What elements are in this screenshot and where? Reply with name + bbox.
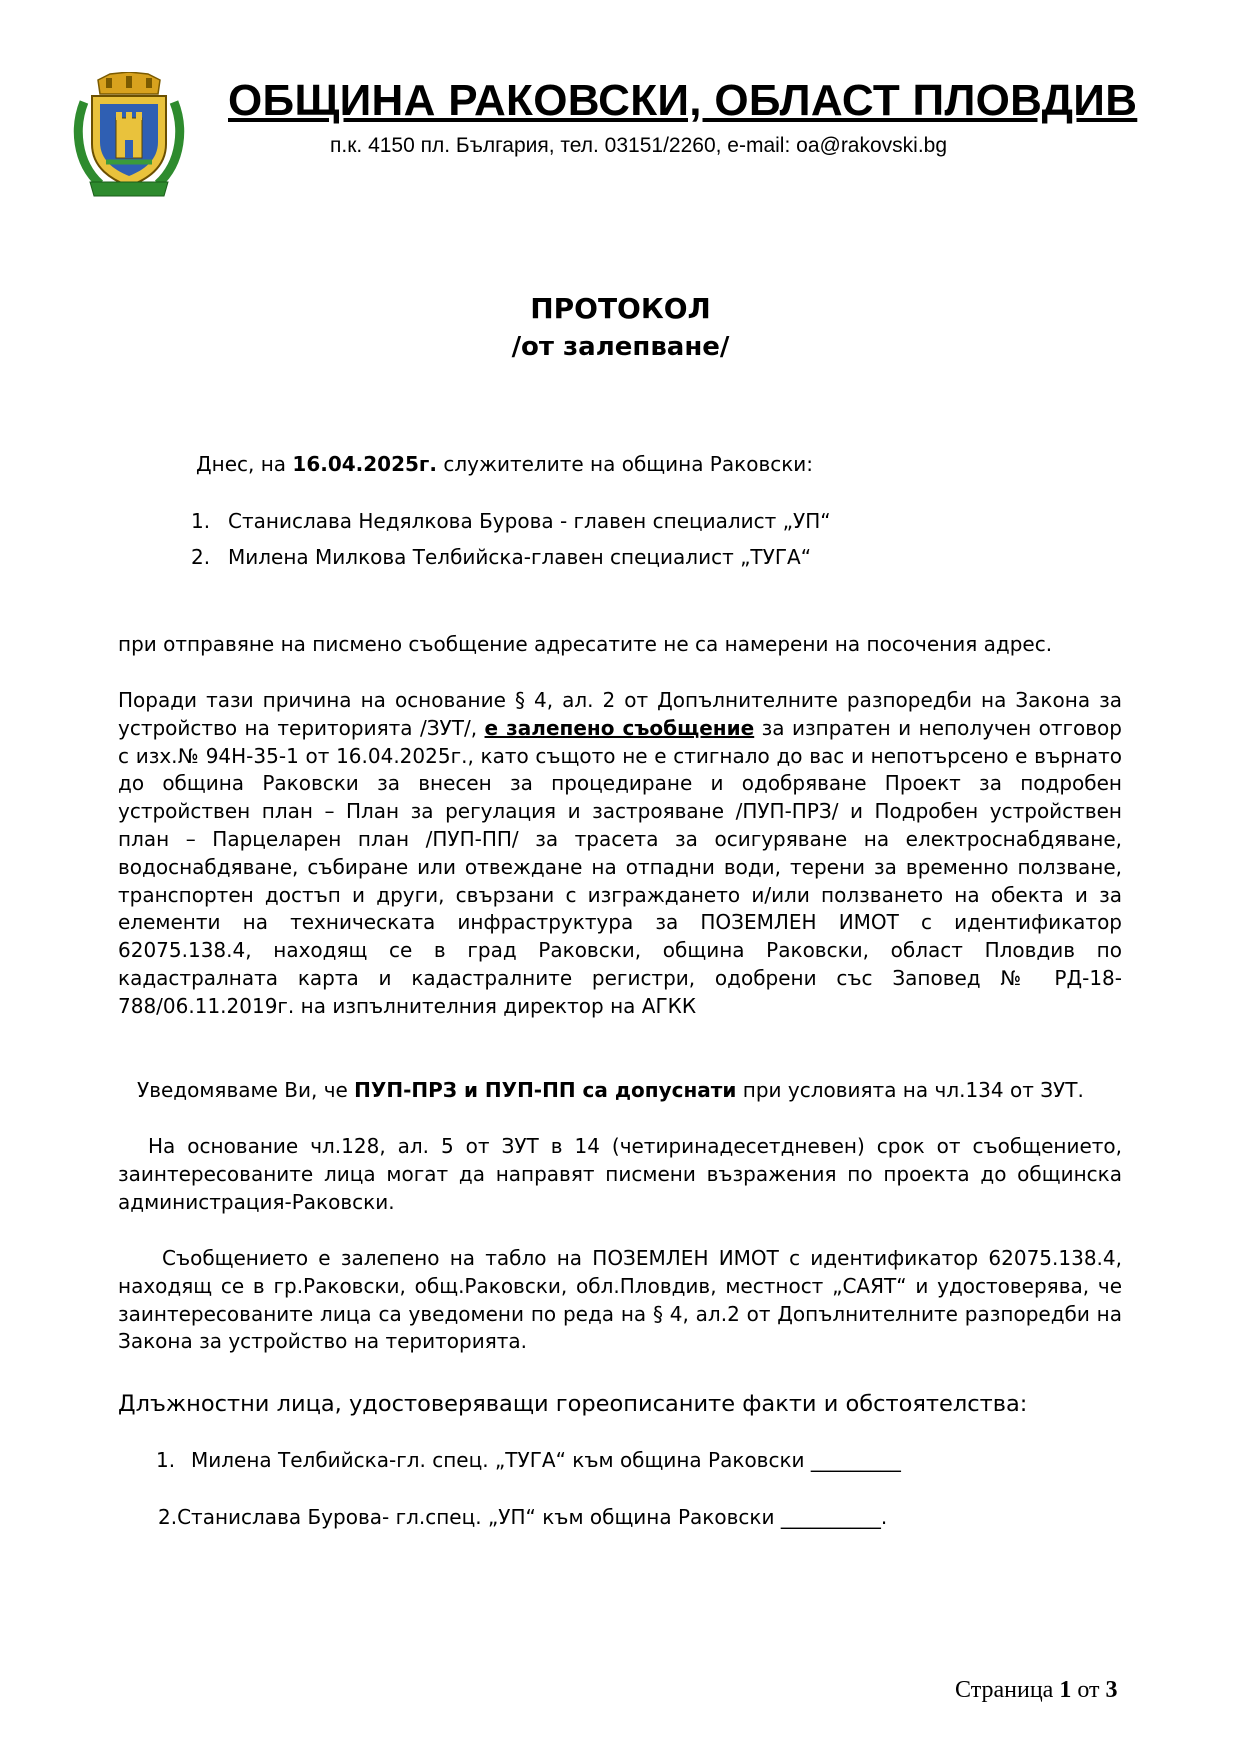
employee-item bbox=[191, 509, 831, 533]
signature-line-2: 2.Станислава Бурова- гл.спец. „УП“ към община Раковски __________. bbox=[158, 1505, 888, 1529]
document-subtitle: /от залепване/ bbox=[511, 332, 730, 362]
municipality-coat-of-arms bbox=[70, 72, 188, 202]
page-total: 3 bbox=[1105, 1677, 1118, 1703]
employee-number: 1. bbox=[191, 509, 211, 533]
para2-highlight: е залепено съобщение bbox=[484, 715, 755, 740]
document-title: ПРОТОКОЛ bbox=[530, 292, 711, 325]
intro-line bbox=[196, 452, 813, 476]
signature-text: Милена Телбийска-гл. спец. „ТУГА“ към община Раковски _________ bbox=[191, 1448, 901, 1472]
paragraph-notification bbox=[137, 1078, 1084, 1102]
page-current: 1 bbox=[1059, 1677, 1072, 1703]
employee-item bbox=[191, 545, 812, 569]
page-number-footer bbox=[955, 1677, 1117, 1704]
para3-highlight: ПУП-ПРЗ и ПУП-ПП са допуснати bbox=[354, 1078, 737, 1102]
paragraph-posted: Съобщението е залепено на табло на ПОЗЕМЛЕН ИМОТ с идентификатор 62075.138.4, находящ се в гр.Раковски, общ.Раковски, обл.Пловдив, местност „САЯТ“ и удостоверява, че заинтересованите лица са уведомени по реда на § 4, ал.2 от Допълнителните разпоредби на Закона за устройство на територията. bbox=[118, 1246, 1122, 1354]
intro-prefix: Днес, на bbox=[196, 452, 293, 476]
intro-date: 16.04.2025г. bbox=[292, 452, 437, 476]
signature-line-1 bbox=[156, 1448, 901, 1472]
paragraph-legal-basis bbox=[118, 687, 1122, 1021]
page-label: Страница bbox=[955, 1677, 1060, 1703]
para3-text-b: при условията на чл.134 от ЗУТ. bbox=[736, 1078, 1084, 1102]
para2-text-a: Поради тази причина на основание § 4, ал. 2 от Допълнителните разпоредби на Закона за устройство на територията /ЗУТ/, bbox=[118, 688, 1122, 740]
para2-text-b: за изпратен и неполучен отговор с изх.№ 94Н-35-1 от 16.04.2025г., като същото не е стигнало до вас и непотърсено е върнато до община Раковски за внесен за процедиране и одобряване Проект за подробен устройствен план – План за регулация и застрояване /ПУП-ПРЗ/ и Подробен устройствен план – Парцеларен план /ПУП-ПП/ за трасета за осигуряване на електроснабдяване, водоснабдяване, събиране или отвеждане на отпадни води, терени за временно ползване, транспортен достъп и други, свързани с изграждането и/или ползването на обекта и за елементи на техническата инфраструктура за ПОЗЕМЛЕН ИМОТ с идентификатор 62075.138.4, находящ се в град Раковски, община Раковски, област Пловдив по кадастралната карта и кадастралните регистри, одобрени със Заповед № РД-18-788/06.11.2019г. на изпълнителния директор на АГКК bbox=[118, 715, 1122, 1018]
municipality-title: ОБЩИНА РАКОВСКИ, ОБЛАСТ ПЛОВДИВ bbox=[228, 76, 1138, 125]
employee-number: 2. bbox=[191, 545, 211, 569]
intro-suffix: служителите на община Раковски: bbox=[436, 452, 814, 476]
page-of: от bbox=[1071, 1677, 1106, 1703]
para3-text-a: Уведомяваме Ви, че bbox=[137, 1078, 355, 1102]
employee-text: Милена Милкова Телбийска-главен специалист „ТУГА“ bbox=[228, 545, 812, 569]
paragraph-objections: На основание чл.128, ал. 5 от ЗУТ в 14 (четиринадесетдневен) срок от съобщението, заинтересованите лица могат да направят писмени възражения по проекта до общинска администрация-Раковски. bbox=[118, 1134, 1122, 1214]
paragraph-not-found: при отправяне на писмено съобщение адресатите не са намерени на посочения адрес. bbox=[118, 632, 1053, 656]
signature-number: 1. bbox=[156, 1448, 176, 1472]
municipality-contact: п.к. 4150 пл. България, тел. 03151/2260, e-mail: oa@rakovski.bg bbox=[330, 134, 948, 157]
employee-text: Станислава Недялкова Бурова - главен специалист „УП“ bbox=[228, 509, 831, 533]
officials-heading: Длъжностни лица, удостоверяващи гореописаните факти и обстоятелства: bbox=[118, 1391, 1028, 1417]
